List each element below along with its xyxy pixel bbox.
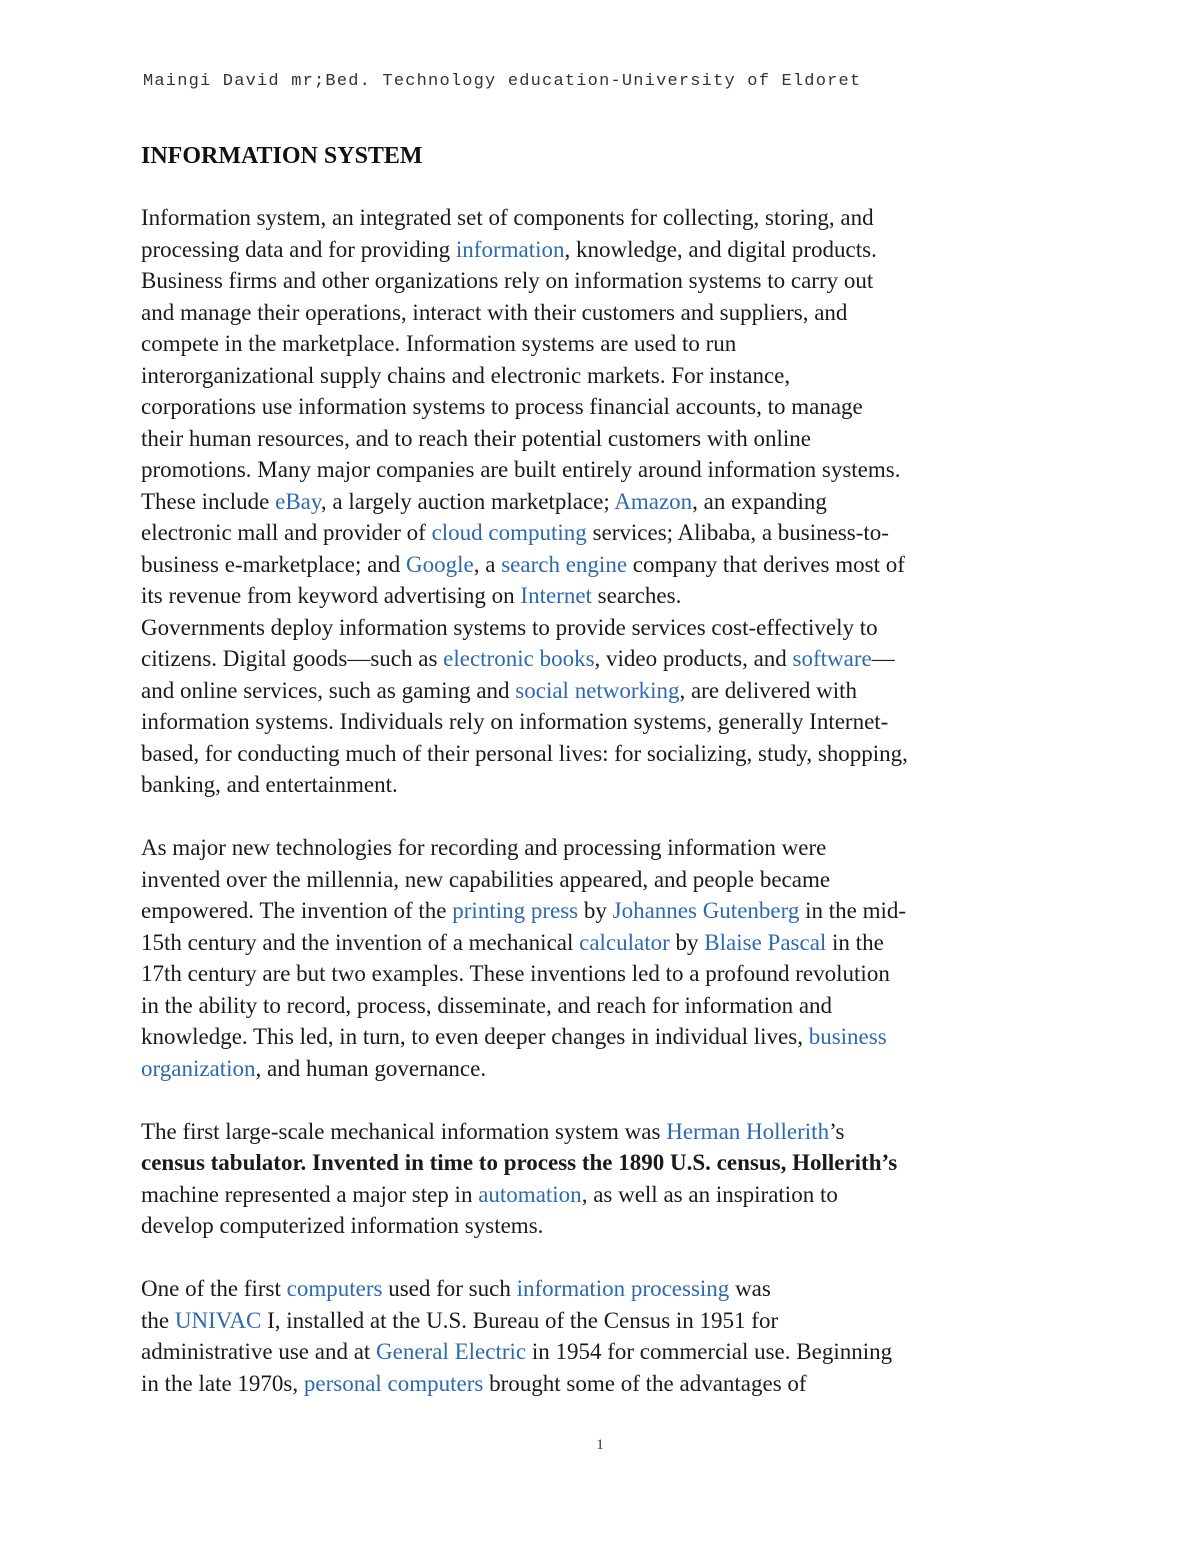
text-run: brought some of the advantages of xyxy=(483,1370,807,1396)
text-run: used for such xyxy=(382,1276,517,1301)
hyperlink[interactable]: information xyxy=(455,236,565,262)
text-run: interorganizational supply chains and electronic markets. For instance, xyxy=(141,362,791,388)
text-line xyxy=(141,234,1071,266)
hyperlink[interactable]: Johannes Gutenberg xyxy=(612,898,800,923)
text-line xyxy=(141,1305,1071,1337)
hyperlink[interactable]: Herman Hollerith xyxy=(666,1118,830,1144)
text-line xyxy=(141,1368,1071,1400)
text-line xyxy=(141,1273,1071,1305)
hyperlink[interactable]: search engine xyxy=(501,551,628,577)
text-line xyxy=(141,423,1071,455)
hyperlink[interactable]: calculator xyxy=(579,929,670,955)
text-run: based, for conducting much of their personal lives: for socializing, study, shopping, xyxy=(141,740,908,766)
text-run: 17th century are but two examples. These inventions led to a profound revolution xyxy=(141,961,890,986)
hyperlink[interactable]: business xyxy=(808,1024,887,1049)
text-run: empowered. The invention of the xyxy=(141,898,453,923)
text-run: invented over the millennia, new capabilities appeared, and people became xyxy=(141,866,831,892)
text-run: in the xyxy=(826,929,884,955)
hyperlink[interactable]: cloud computing xyxy=(431,520,587,545)
hyperlink[interactable]: software xyxy=(792,646,872,671)
text-line xyxy=(141,486,1071,518)
paragraph-3 xyxy=(141,1116,1071,1242)
text-run: One of the first xyxy=(141,1276,287,1301)
paragraph-spacer xyxy=(141,1084,1071,1116)
text-line xyxy=(141,265,1071,297)
text-run: administrative use and at xyxy=(141,1339,377,1364)
text-line xyxy=(141,202,1071,234)
text-line xyxy=(141,1021,1071,1053)
text-line xyxy=(141,643,1071,675)
text-line xyxy=(141,549,1071,581)
hyperlink[interactable]: automation xyxy=(478,1181,582,1207)
text-run: the xyxy=(141,1307,175,1333)
text-run: citizens. Digital goods—such as xyxy=(141,646,444,671)
text-line xyxy=(141,1147,1071,1179)
document-title: INFORMATION SYSTEM xyxy=(141,143,423,169)
hyperlink[interactable]: information processing xyxy=(516,1276,730,1301)
document-body xyxy=(141,202,1071,1399)
hyperlink[interactable]: computers xyxy=(286,1276,383,1301)
text-run: processing data and for providing xyxy=(141,236,456,262)
hyperlink[interactable]: Google xyxy=(406,551,474,577)
hyperlink[interactable]: electronic books xyxy=(443,646,595,671)
text-run: services; Alibaba, a business-to- xyxy=(586,520,889,545)
text-run: in 1954 for commercial use. Beginning xyxy=(526,1339,893,1364)
paragraph-1 xyxy=(141,202,1071,801)
hyperlink[interactable]: Blaise Pascal xyxy=(704,929,827,955)
text-line xyxy=(141,675,1071,707)
text-run: , and human governance. xyxy=(255,1055,487,1081)
text-run: in the ability to record, process, disseminate, and reach for information and xyxy=(141,992,833,1018)
text-line xyxy=(141,895,1071,927)
text-line xyxy=(141,864,1071,896)
text-line xyxy=(141,1210,1071,1242)
text-run: and online services, such as gaming and xyxy=(141,677,516,703)
hyperlink[interactable]: Amazon xyxy=(614,488,693,514)
text-run: , a xyxy=(473,551,502,577)
text-run: machine represented a major step in xyxy=(141,1181,479,1207)
text-line xyxy=(141,360,1071,392)
text-line xyxy=(141,832,1071,864)
text-line xyxy=(141,1336,1071,1368)
text-line xyxy=(141,1179,1071,1211)
text-line xyxy=(141,706,1071,738)
text-run: its revenue from keyword advertising on xyxy=(141,583,521,608)
text-line xyxy=(141,297,1071,329)
text-line xyxy=(141,927,1071,959)
text-run: searches. xyxy=(591,583,682,608)
text-line xyxy=(141,580,1071,612)
text-run: in the mid- xyxy=(799,898,907,923)
text-run: was xyxy=(729,1276,771,1301)
text-run: electronic mall and provider of xyxy=(141,520,432,545)
text-run: knowledge. This led, in turn, to even deeper changes in individual lives, xyxy=(141,1024,809,1049)
text-run: — xyxy=(871,646,895,671)
text-run: , a largely auction marketplace; xyxy=(320,488,615,514)
text-line xyxy=(141,1116,1071,1148)
text-run: Information system, an integrated set of components for collecting, storing, and xyxy=(141,205,874,230)
text-run: and manage their operations, interact with their customers and suppliers, and xyxy=(141,299,848,325)
text-run: , are delivered with xyxy=(679,677,857,703)
text-run: These include xyxy=(141,488,276,514)
text-run: Business firms and other organizations rely on information systems to carry out xyxy=(141,268,874,293)
text-run: I, installed at the U.S. Bureau of the Census in 1951 for xyxy=(261,1307,779,1333)
hyperlink[interactable]: personal computers xyxy=(303,1370,484,1396)
text-line xyxy=(141,454,1071,486)
text-run: in the late 1970s, xyxy=(141,1370,304,1396)
text-line xyxy=(141,328,1071,360)
text-run: promotions. Many major companies are built entirely around information systems. xyxy=(141,457,901,482)
paragraph-4 xyxy=(141,1273,1071,1399)
bold-text: census tabulator. Invented in time to process the 1890 U.S. census, Hollerith’s xyxy=(141,1150,898,1175)
paragraph-2 xyxy=(141,832,1071,1084)
text-run: company that derives most of xyxy=(627,551,905,577)
hyperlink[interactable]: social networking xyxy=(515,677,680,703)
page-number: 1 xyxy=(596,1437,604,1453)
running-header: Maingi David mr;Bed. Technology education-University of Eldoret xyxy=(143,72,862,91)
text-run: The first large-scale mechanical information system was xyxy=(141,1118,667,1144)
text-run: corporations use information systems to process financial accounts, to manage xyxy=(141,394,863,419)
text-run: , an expanding xyxy=(692,488,827,514)
text-line xyxy=(141,738,1071,770)
text-run: , video products, and xyxy=(594,646,793,671)
paragraph-spacer xyxy=(141,1242,1071,1274)
text-run: by xyxy=(578,898,613,923)
text-run: banking, and entertainment. xyxy=(141,772,398,797)
text-line xyxy=(141,612,1071,644)
text-run: information systems. Individuals rely on information systems, generally Internet- xyxy=(141,709,889,734)
text-run: by xyxy=(669,929,705,955)
text-line xyxy=(141,769,1071,801)
hyperlink[interactable]: UNIVAC xyxy=(174,1307,262,1333)
text-run: , knowledge, and digital products. xyxy=(564,236,877,262)
hyperlink[interactable]: eBay xyxy=(275,488,321,514)
text-line xyxy=(141,391,1071,423)
text-line xyxy=(141,517,1071,549)
text-run: As major new technologies for recording and processing information were xyxy=(141,835,827,860)
text-run: develop computerized information systems. xyxy=(141,1213,544,1238)
text-line xyxy=(141,1053,1071,1085)
text-run: business e-marketplace; and xyxy=(141,551,407,577)
text-line xyxy=(141,958,1071,990)
hyperlink[interactable]: General Electric xyxy=(376,1339,527,1364)
text-run: , as well as an inspiration to xyxy=(581,1181,838,1207)
text-line xyxy=(141,990,1071,1022)
text-run: Governments deploy information systems to provide services cost-effectively to xyxy=(141,614,878,640)
paragraph-spacer xyxy=(141,801,1071,833)
hyperlink[interactable]: organization xyxy=(141,1055,256,1081)
text-run: their human resources, and to reach their potential customers with online xyxy=(141,425,811,451)
hyperlink[interactable]: printing press xyxy=(452,898,579,923)
hyperlink[interactable]: Internet xyxy=(520,583,592,608)
text-run: ’s xyxy=(829,1118,845,1144)
text-run: 15th century and the invention of a mechanical xyxy=(141,929,580,955)
text-run: compete in the marketplace. Information systems are used to run xyxy=(141,331,737,356)
